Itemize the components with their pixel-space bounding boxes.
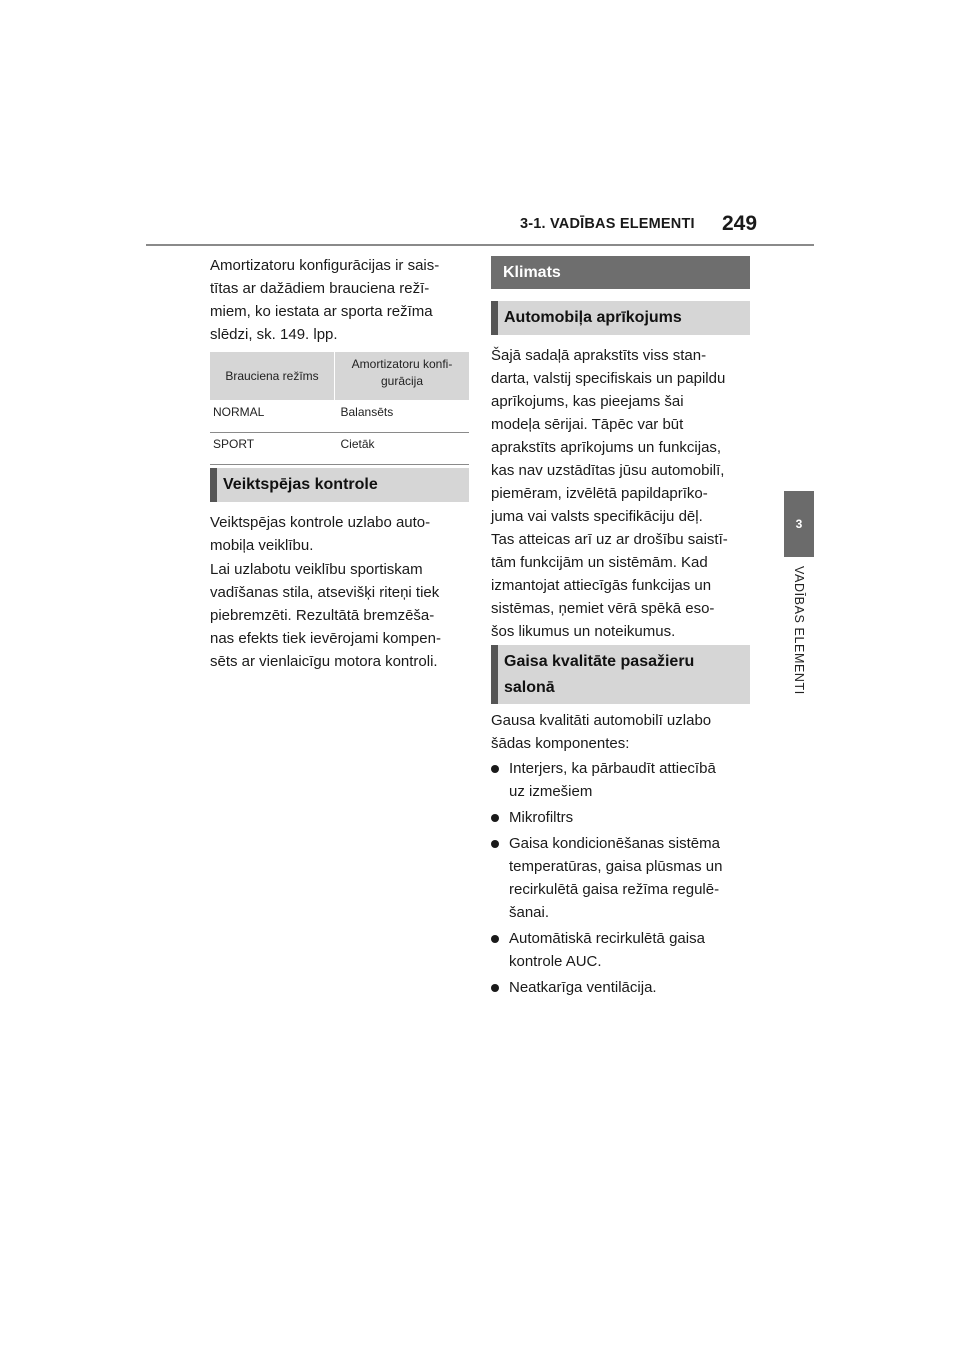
section-title: 3-1. VADĪBAS ELEMENTI: [520, 216, 695, 232]
text-line: miem, ko iestata ar sporta režīma: [210, 303, 433, 320]
table-header-cell: Amortizatoru konfi- gurācija: [335, 352, 470, 400]
text-line: Veiktspējas kontrole uzlabo auto-: [210, 514, 431, 531]
text-line: slēdzi, sk. 149. lpp.: [210, 326, 338, 343]
text-line: Amortizatoru konfigurācijas ir sais-: [210, 257, 440, 274]
text-line: Lai uzlabotu veiklību sportiskam: [210, 561, 423, 578]
text-line: Gausa kvalitāti automobilī uzlabo: [491, 712, 712, 729]
list-item: Interjers, ka pārbaudīt attiecībā uz izmešiem: [491, 757, 756, 803]
page-number: 249: [722, 212, 758, 235]
bullet-icon: [491, 814, 499, 822]
text-line: piebremzēti. Rezultātā bremzēša-: [210, 607, 435, 624]
header-divider: [146, 244, 814, 246]
text-line: darta, valstij specifiskais un papildu: [491, 370, 726, 387]
text-line: šādas komponentes:: [491, 735, 630, 752]
text-line: sēts ar vienlaicīgu motora kontroli.: [210, 653, 438, 670]
table-row: [210, 400, 469, 433]
heading-vehicle-equipment: Automobiļa aprīkojums: [491, 301, 750, 335]
table-header-cell: Brauciena režīms: [210, 352, 335, 400]
list-item: Mikrofiltrs: [491, 806, 756, 829]
chapter-title-vertical: VADĪBAS ELEMENTI: [792, 566, 806, 695]
list-item: Neatkarīga ventilācija.: [491, 976, 756, 999]
table-cell: NORMAL: [213, 405, 265, 419]
table-cell: Balansēts: [340, 405, 394, 419]
text-line: kas nav uzstādītas jūsu automobilī,: [491, 462, 725, 479]
text-line: piemēram, izvēlētā papildaprīko-: [491, 485, 708, 502]
performance-paragraph-1: [210, 511, 470, 557]
bullet-icon: [491, 765, 499, 773]
component-list: [491, 757, 756, 999]
heading-cabin-air-quality: Gaisa kvalitāte pasažieru salonā: [491, 645, 750, 704]
text-line: juma vai valsts specifikāciju dēļ.: [491, 508, 703, 525]
text-line: Šajā sadaļā aprakstīts viss stan-: [491, 347, 707, 364]
table-row: [210, 433, 469, 465]
text-line: izmantojat attiecīgās funkcijas un: [491, 577, 712, 594]
text-line: šos likumus un noteikumus.: [491, 623, 676, 640]
text-line: aprīkojums, kas pieejams šai: [491, 393, 684, 410]
text-line: sistēmas, ņemiet vērā spēkā eso-: [491, 600, 715, 617]
intro-paragraph: [210, 254, 470, 346]
text-line: Tas atteicas arī uz ar drošību saistī-: [491, 531, 728, 548]
text-line: aprakstīts aprīkojums un funkcijas,: [491, 439, 722, 456]
list-item: Gaisa kondicionēšanas sistēma temperatūras, gaisa plūsmas un recirkulētā gaisa režīma regulē- šanai.: [491, 832, 756, 924]
text-line: tītas ar dažādiem brauciena režī-: [210, 280, 430, 297]
chapter-tab: [784, 491, 814, 557]
text-line: nas efekts tiek ievērojami kompen-: [210, 630, 441, 647]
table-header-row: [210, 352, 469, 400]
bullet-icon: [491, 935, 499, 943]
text-line: mobiļa veiklību.: [210, 537, 314, 554]
heading-performance-control: Veiktspējas kontrole: [210, 468, 469, 502]
bullet-icon: [491, 984, 499, 992]
chapter-number: 3: [795, 517, 803, 531]
performance-paragraph-2: [210, 558, 470, 673]
text-line: modeļa sērijai. Tāpēc var būt: [491, 416, 684, 433]
text-line: vadīšanas stila, atsevišķi riteņi tiek: [210, 584, 440, 601]
equipment-paragraph: [491, 344, 756, 643]
table-cell: SPORT: [213, 437, 255, 451]
table-cell: Cietāk: [340, 437, 375, 451]
air-quality-intro: [491, 709, 756, 755]
heading-climate: Klimats: [491, 256, 750, 289]
driving-mode-table: [210, 352, 469, 465]
text-line: tām funkcijām un sistēmām. Kad: [491, 554, 708, 571]
list-item: Automātiskā recirkulētā gaisa kontrole AUC.: [491, 927, 756, 973]
bullet-icon: [491, 840, 499, 848]
